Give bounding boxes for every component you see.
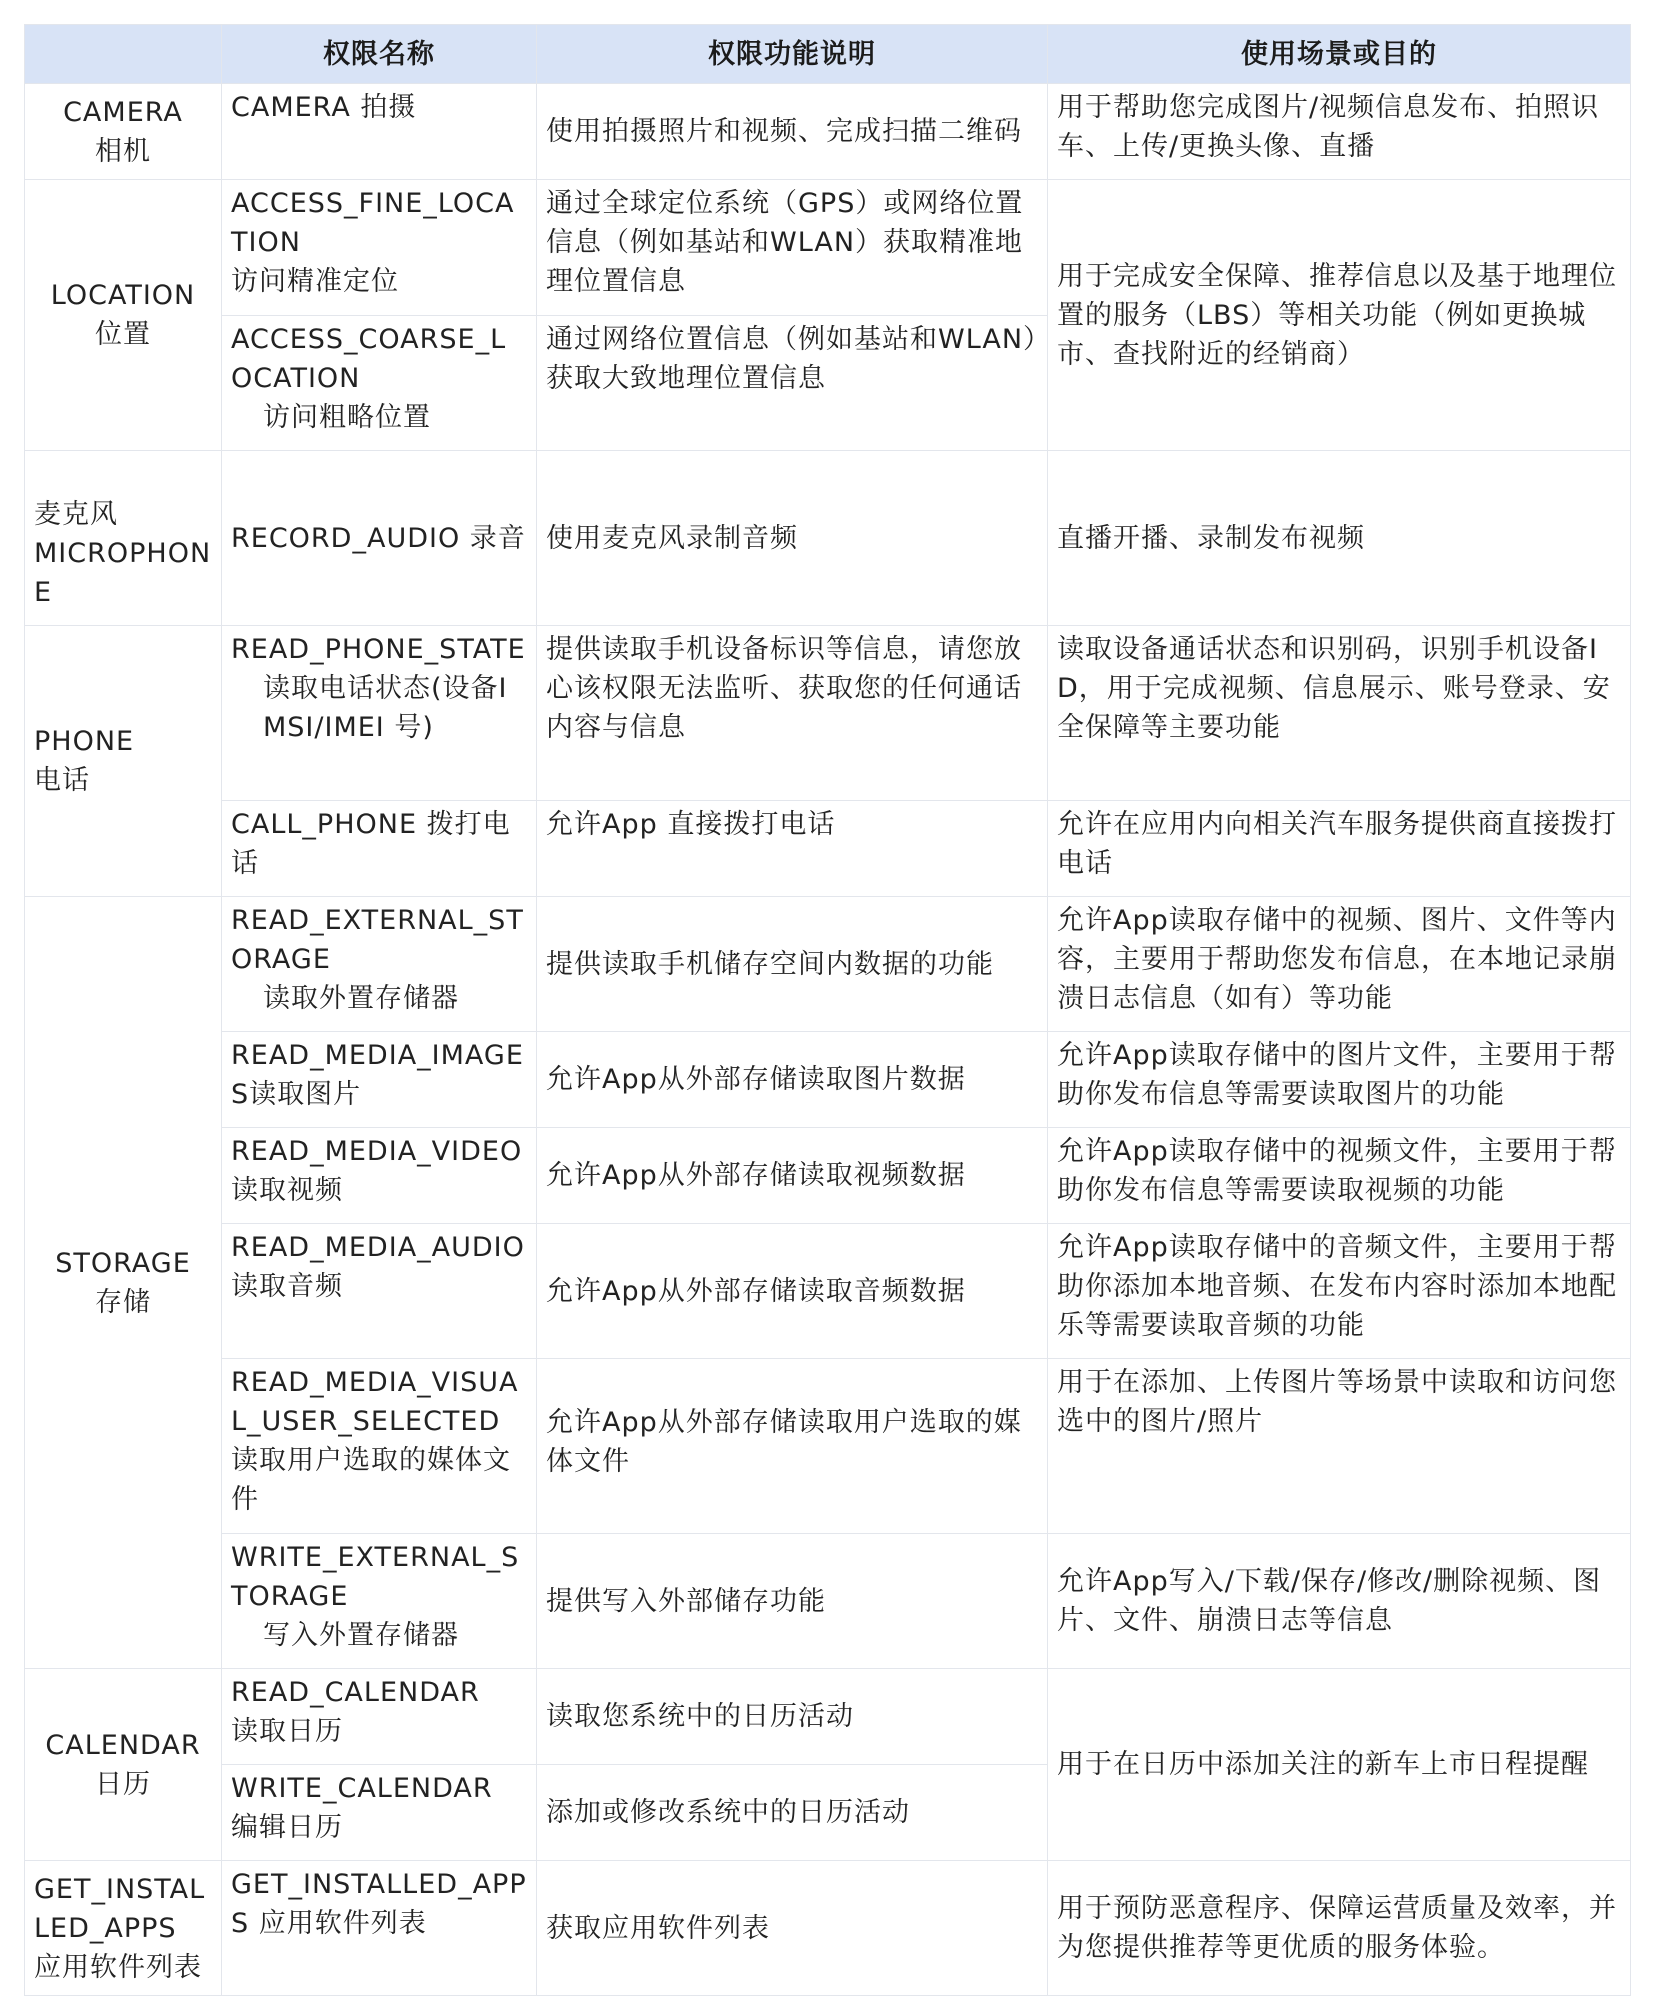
header-category <box>25 25 222 84</box>
perm-name-read-external-storage <box>222 897 537 1032</box>
perm-name-read-calendar <box>222 1669 537 1765</box>
perm-purpose-read-media-audio: 允许App读取存储中的音频文件，主要用于帮助你添加本地音频、在发布内容时添加本地配乐等需要读取音频的功能 <box>1048 1224 1631 1359</box>
header-purpose: 使用场景或目的 <box>1048 25 1631 84</box>
category-phone-en: PHONE <box>34 726 135 757</box>
perm-code-coarse-location: ACCESS_COARSE_LOCATION <box>231 324 507 394</box>
perm-purpose-write-external-storage: 允许App写入/下载/保存/修改/删除视频、图片、文件、崩溃日志等信息 <box>1048 1534 1631 1669</box>
category-calendar-en: CALENDAR <box>45 1729 201 1761</box>
perm-purpose-read-media-visual-user-selected: 用于在添加、上传图片等场景中读取和访问您选中的图片/照片 <box>1048 1359 1631 1534</box>
permissions-table <box>24 24 1631 1996</box>
category-location-en: LOCATION <box>50 280 196 311</box>
perm-code-write-external-storage: WRITE_EXTERNAL_STORAGE <box>231 1542 520 1612</box>
header-function-desc: 权限功能说明 <box>537 25 1048 84</box>
perm-name-fine-location <box>222 180 537 316</box>
perm-name-read-media-visual-user-selected <box>222 1359 537 1534</box>
perm-purpose-record-audio: 直播开播、录制发布视频 <box>1048 451 1631 626</box>
perm-code-read-media-audio: READ_MEDIA_AUDIO <box>231 1232 525 1263</box>
table-row-write-external-storage <box>25 1534 1631 1669</box>
perm-desc-get-installed-apps: 获取应用软件列表 <box>537 1861 1048 1996</box>
perm-code-write-calendar: WRITE_CALENDAR <box>231 1773 493 1804</box>
category-installed-apps <box>25 1861 222 1996</box>
perm-name-get-installed-apps: GET_INSTALLED_APPS 应用软件列表 <box>222 1861 537 1996</box>
table-row-read-media-video <box>25 1128 1631 1224</box>
perm-code-fine-location: ACCESS_FINE_LOCATION <box>231 188 515 258</box>
header-permission-name: 权限名称 <box>222 25 537 84</box>
table-row-read-media-images <box>25 1032 1631 1128</box>
perm-purpose-get-installed-apps: 用于预防恶意程序、保障运营质量及效率，并为您提供推荐等更优质的服务体验。 <box>1048 1861 1631 1996</box>
perm-desc-read-external-storage: 提供读取手机储存空间内数据的功能 <box>537 897 1048 1032</box>
perm-label-fine-location: 访问精准定位 <box>231 266 399 297</box>
category-phone <box>25 626 222 897</box>
perm-label-write-calendar: 编辑日历 <box>231 1812 343 1843</box>
table-row-camera <box>25 84 1631 180</box>
perm-purpose-camera: 用于帮助您完成图片/视频信息发布、拍照识车、上传/更换头像、直播 <box>1048 84 1631 180</box>
perm-desc-read-media-audio: 允许App从外部存储读取音频数据 <box>537 1224 1048 1359</box>
perm-code-read-media-video: READ_MEDIA_VIDEO <box>231 1136 523 1167</box>
perm-label-write-external-storage: 写入外置存储器 <box>263 1620 459 1651</box>
category-phone-zh: 电话 <box>34 765 90 796</box>
perm-desc-read-calendar: 读取您系统中的日历活动 <box>537 1669 1048 1765</box>
perm-desc-fine-location: 通过全球定位系统（GPS）或网络位置信息（例如基站和WLAN）获取精准地理位置信息 <box>537 180 1048 316</box>
perm-code-read-media-visual-user-selected: READ_MEDIA_VISUAL_USER_SELECTED <box>231 1367 519 1437</box>
category-location-zh: 位置 <box>95 319 151 350</box>
category-camera-en: CAMERA <box>63 96 183 128</box>
category-microphone <box>25 451 222 626</box>
category-microphone-zh: 麦克风 <box>34 499 118 530</box>
perm-name-record-audio: RECORD_AUDIO 录音 <box>222 451 537 626</box>
perm-desc-write-external-storage: 提供写入外部储存功能 <box>537 1534 1048 1669</box>
perm-name-camera: CAMERA 拍摄 <box>222 84 537 180</box>
perm-name-read-media-video <box>222 1128 537 1224</box>
category-location <box>25 180 222 451</box>
table-row-read-external-storage <box>25 897 1631 1032</box>
table-row-read-media-visual-user-selected <box>25 1359 1631 1534</box>
perm-desc-read-media-video: 允许App从外部存储读取视频数据 <box>537 1128 1048 1224</box>
table-row-get-installed-apps <box>25 1861 1631 1996</box>
perm-label-read-external-storage: 读取外置存储器 <box>263 983 459 1014</box>
perm-desc-camera: 使用拍摄照片和视频、完成扫描二维码 <box>537 84 1048 180</box>
perm-label-read-calendar: 读取日历 <box>231 1716 343 1747</box>
perm-purpose-calendar: 用于在日历中添加关注的新车上市日程提醒 <box>1048 1669 1631 1861</box>
table-row-read-calendar <box>25 1669 1631 1765</box>
perm-name-read-media-audio <box>222 1224 537 1359</box>
perm-desc-read-media-images: 允许App从外部存储读取图片数据 <box>537 1032 1048 1128</box>
perm-code-read-phone-state: READ_PHONE_STATE <box>231 634 526 665</box>
category-camera-zh: 相机 <box>95 135 151 167</box>
perm-name-read-media-images: READ_MEDIA_IMAGES读取图片 <box>222 1032 537 1128</box>
perm-label-read-media-visual-user-selected: 读取用户选取的媒体文件 <box>231 1445 511 1515</box>
perm-desc-record-audio: 使用麦克风录制音频 <box>537 451 1048 626</box>
perm-name-write-external-storage <box>222 1534 537 1669</box>
header-row <box>25 25 1631 84</box>
perm-name-coarse-location <box>222 316 537 451</box>
perm-name-read-phone-state <box>222 626 537 801</box>
category-installed-apps-zh: 应用软件列表 <box>34 1951 202 1983</box>
category-camera <box>25 84 222 180</box>
perm-desc-write-calendar: 添加或修改系统中的日历活动 <box>537 1765 1048 1861</box>
perm-name-write-calendar <box>222 1765 537 1861</box>
perm-purpose-read-media-images: 允许App读取存储中的图片文件，主要用于帮助你发布信息等需要读取图片的功能 <box>1048 1032 1631 1128</box>
perm-desc-read-media-visual-user-selected: 允许App从外部存储读取用户选取的媒体文件 <box>537 1359 1048 1534</box>
perm-label-read-media-video: 读取视频 <box>231 1175 343 1206</box>
table-row-call-phone <box>25 801 1631 897</box>
category-calendar <box>25 1669 222 1861</box>
perm-purpose-read-phone-state: 读取设备通话状态和识别码，识别手机设备ID，用于完成视频、信息展示、账号登录、安全保障等主要功能 <box>1048 626 1631 801</box>
perm-label-read-media-audio: 读取音频 <box>231 1271 343 1302</box>
table-row-microphone <box>25 451 1631 626</box>
perm-label-read-phone-state: 读取电话状态(设备IMSI/IMEI 号) <box>263 673 508 743</box>
perm-desc-coarse-location: 通过网络位置信息（例如基站和WLAN）获取大致地理位置信息 <box>537 316 1048 451</box>
table-row-read-phone-state <box>25 626 1631 801</box>
perm-code-read-calendar: READ_CALENDAR <box>231 1677 480 1708</box>
category-calendar-zh: 日历 <box>95 1768 151 1800</box>
perm-name-call-phone: CALL_PHONE 拨打电话 <box>222 801 537 897</box>
perm-purpose-call-phone: 允许在应用内向相关汽车服务提供商直接拨打电话 <box>1048 801 1631 897</box>
perm-desc-read-phone-state: 提供读取手机设备标识等信息，请您放心该权限无法监听、获取您的任何通话内容与信息 <box>537 626 1048 801</box>
perm-label-coarse-location: 访问粗略位置 <box>263 402 431 433</box>
category-storage-en: STORAGE <box>55 1247 191 1279</box>
perm-desc-call-phone: 允许App 直接拨打电话 <box>537 801 1048 897</box>
category-storage-zh: 存储 <box>95 1286 151 1318</box>
perm-code-read-external-storage: READ_EXTERNAL_STORAGE <box>231 905 524 975</box>
table-row-read-media-audio <box>25 1224 1631 1359</box>
perm-purpose-read-media-video: 允许App读取存储中的视频文件，主要用于帮助你发布信息等需要读取视频的功能 <box>1048 1128 1631 1224</box>
perm-purpose-read-external-storage: 允许App读取存储中的视频、图片、文件等内容，主要用于帮助您发布信息，在本地记录崩溃日志信息（如有）等功能 <box>1048 897 1631 1032</box>
category-microphone-en: MICROPHONE <box>34 538 212 608</box>
category-storage <box>25 897 222 1669</box>
perm-purpose-location: 用于完成安全保障、推荐信息以及基于地理位置的服务（LBS）等相关功能（例如更换城市、查找附近的经销商） <box>1048 180 1631 451</box>
category-installed-apps-en: GET_INSTALLED_APPS <box>34 1873 206 1944</box>
table-row-fine-location <box>25 180 1631 316</box>
